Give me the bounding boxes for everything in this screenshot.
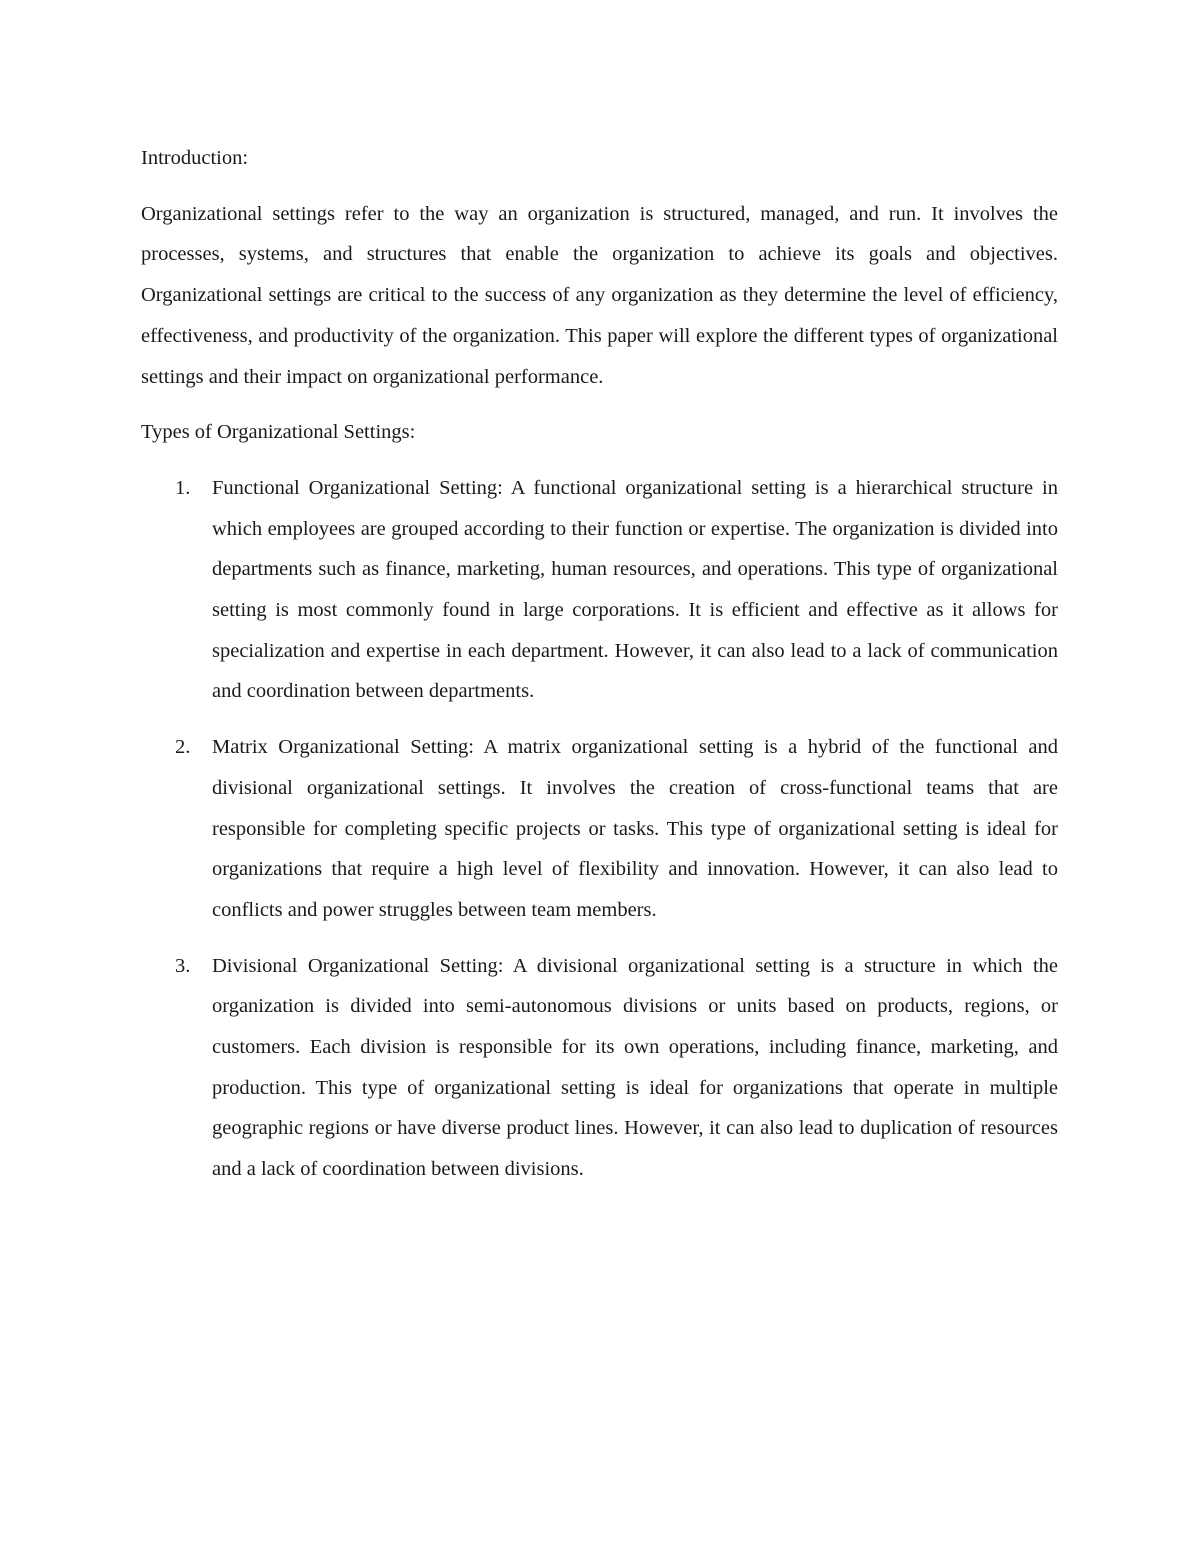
list-item-divisional [141, 946, 1058, 1190]
list-item-matrix [141, 727, 1058, 931]
intro-paragraph: Organizational settings refer to the way an organization is structured, managed, and run. It involves the processes, systems, and structures that enable the organization to achieve its goals and objectives. Organizational settings are critical to the success of any organization as they determine the level of efficiency, effectiveness, and productivity of the organization. This paper will explore the different types of organizational settings and their impact on organizational performance. [141, 202, 1058, 388]
intro-heading: Introduction: [141, 147, 249, 169]
list-item-text: Divisional Organizational Setting: A divisional organizational setting is a structure in which the organization is divided into semi-autonomous divisions or units based on products, regions, or customers. Each division is responsible for its own operations, including finance, marketing, and production. This type of organizational setting is ideal for organizations that operate in multiple geographic regions or have diverse product lines. However, it can also lead to duplication of resources and a lack of coordination between divisions. [212, 954, 1058, 1181]
list-item-text: Matrix Organizational Setting: A matrix organizational setting is a hybrid of the functional and divisional organizational settings. It involves the creation of cross-functional teams that are responsible for completing specific projects or tasks. This type of organizational setting is ideal for organizations that require a high level of flexibility and innovation. However, it can also lead to conflicts and power struggles between team members. [212, 736, 1058, 921]
list-item-functional [141, 468, 1058, 712]
document-body [141, 138, 1058, 1205]
list-number: 3. [175, 954, 191, 977]
types-list [141, 468, 1058, 1190]
list-item-text: Functional Organizational Setting: A functional organizational setting is a hierarchical structure in which employees are grouped according to their function or expertise. The organization is divided into departments such as finance, marketing, human resources, and operations. This type of organizational setting is most commonly found in large corporations. It is efficient and effective as it allows for specialization and expertise in each department. However, it can also lead to a lack of communication and coordination between departments. [212, 476, 1058, 703]
list-number: 1. [175, 476, 191, 499]
list-number: 2. [175, 736, 191, 759]
types-heading: Types of Organizational Settings: [141, 421, 416, 444]
